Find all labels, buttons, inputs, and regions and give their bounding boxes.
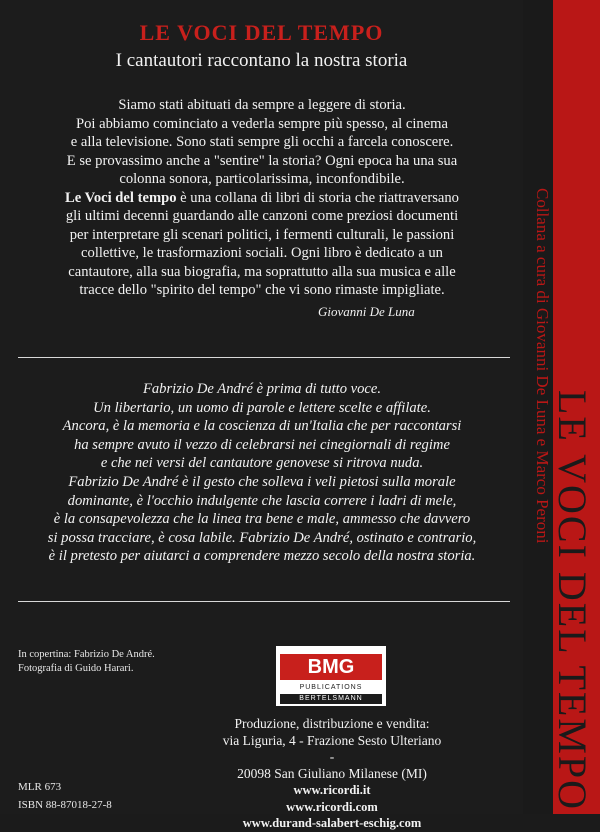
cover-credit — [18, 648, 155, 676]
product-codes — [18, 778, 112, 814]
intro-signature: Giovanni De Luna — [318, 304, 415, 319]
intro-line-text: è una collana di libri di storia che riattraversano — [176, 189, 459, 206]
website-link[interactable]: www.durand-salabert-eschig.com — [242, 816, 422, 830]
series-title: LE VOCI DEL TEMPO — [139, 20, 384, 45]
intro-line: gli ultimi decenni guardando alle canzoni come preziosi documenti — [65, 208, 459, 224]
distribution-line: via Liguria, 4 - Frazione Sesto Ulteriano - — [222, 732, 442, 764]
logo-parent: BERTELSMANN — [280, 694, 382, 704]
quote-line: si possa tracciare, è cosa labile. Fabrizio De André, ostinato e contrario, — [47, 529, 477, 546]
distribution-info — [220, 716, 444, 832]
intro-line: Siamo stati abituati da sempre a leggere di storia. — [118, 97, 406, 113]
intro-line: collettive, le trasformazioni sociali. Ogni libro è dedicato a un — [81, 245, 443, 261]
bmg-logo — [276, 646, 386, 706]
intro-line: Poi abbiamo cominciato a vederla sempre più spesso, al cinema — [75, 115, 449, 132]
logo-publications: PUBLICATIONS — [299, 684, 363, 691]
distribution-line: 20098 San Giuliano Milanese (MI) — [237, 765, 427, 781]
distribution-line: Produzione, distribuzione e vendita: — [234, 716, 430, 731]
spine-editors: Collana a cura di Giovanni De Luna e Marco Peroni — [533, 188, 552, 544]
divider-bottom — [18, 601, 510, 602]
quote-line: ha sempre avuto il vezzo di celebrarsi nei cinegiornali di regime — [74, 436, 450, 453]
quote-line: Fabrizio De André è il gesto che solleva i veli pietosi sulla morale — [68, 473, 456, 490]
quote-line: è il pretesto per aiutarci a comprendere mezzo secolo della nostra storia. — [48, 548, 476, 565]
quote-line: Ancora, è la memoria e la coscienza di un'Italia che per raccontarsi — [62, 418, 462, 435]
series-subtitle: I cantautori raccontano la nostra storia — [115, 50, 408, 71]
cover-credit-line: In copertina: Fabrizio De André. — [18, 649, 155, 660]
intro-text — [36, 96, 488, 300]
quote-line: dominante, è l'occhio indulgente che lascia correre i ladri di mele, — [67, 492, 457, 509]
intro-line: e alla televisione. Sono stati sempre gli occhi a farcela conoscere. — [70, 134, 454, 150]
intro-line — [36, 189, 488, 208]
intro-line: E se provassimo anche a "sentire" la storia? Ogni epoca ha una sua — [66, 152, 458, 169]
quote-line: Un libertario, un uomo di parole e lettere scelte e affilate. — [93, 399, 431, 416]
cover-credit-line: Fotografia di Guido Harari. — [18, 663, 134, 674]
isbn-code: ISBN 88-87018-27-8 — [18, 799, 112, 811]
quote-text — [28, 380, 496, 566]
spine-text — [520, 0, 600, 814]
website-link[interactable]: www.ricordi.com — [286, 799, 378, 814]
quote-line: Fabrizio De André è prima di tutto voce. — [142, 381, 382, 397]
intro-line: colonna sonora, particolarissima, inconfondibile. — [119, 171, 405, 187]
series-name: Le Voci del tempo — [65, 189, 177, 206]
website-link[interactable]: www.ricordi.it — [293, 783, 371, 797]
intro-line: cantautore, alla sua biografia, ma soprattutto alla sua musica e alle — [68, 263, 456, 280]
catalog-code: MLR 673 — [18, 781, 62, 793]
quote-line: è la consapevolezza che la linea tra bene e male, ammesso che davvero — [53, 511, 471, 528]
divider-top — [18, 357, 510, 358]
intro-line: per interpretare gli scenari politici, i fermenti culturali, le passioni — [69, 226, 455, 243]
intro-line: tracce dello "spirito del tempo" che vi sono rimaste impigliate. — [79, 282, 445, 298]
spine-title: LE VOCI DEL TEMPO — [550, 390, 595, 812]
logo-brand: BMG — [280, 654, 382, 680]
quote-line: e che nei versi del cantautore genovese si ritrova nuda. — [100, 455, 424, 472]
